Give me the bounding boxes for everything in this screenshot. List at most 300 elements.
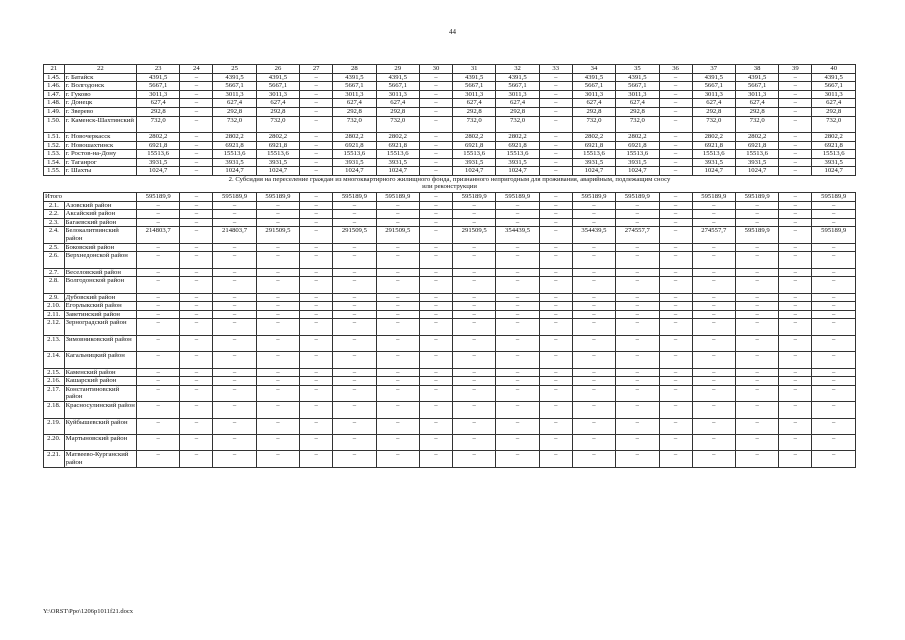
dash-cell: –	[300, 243, 333, 252]
dash-cell: –	[735, 293, 778, 302]
row-name: Кашарский район	[64, 377, 136, 386]
value-cell: 5667,1	[136, 82, 179, 91]
dash-cell: –	[300, 319, 333, 335]
value-cell: 627,4	[452, 99, 495, 108]
dash-cell: –	[539, 243, 572, 252]
value-cell: 3931,5	[256, 158, 299, 167]
dash-cell: –	[452, 302, 495, 311]
value-cell: 291509,5	[376, 227, 419, 243]
dash-cell: –	[735, 201, 778, 210]
dash-cell: –	[616, 302, 659, 311]
value-cell: 732,0	[692, 116, 735, 132]
dash-cell: –	[300, 116, 333, 132]
dash-cell: –	[692, 385, 735, 401]
dash-cell: –	[376, 302, 419, 311]
dash-cell: –	[539, 277, 572, 293]
dash-cell: –	[539, 385, 572, 401]
dash-cell: –	[376, 252, 419, 268]
column-number: 36	[659, 65, 692, 74]
dash-cell: –	[539, 210, 572, 219]
row-name: Каменский район	[64, 368, 136, 377]
dash-cell: –	[376, 451, 419, 467]
dash-cell: –	[735, 302, 778, 311]
value-cell: 2802,2	[692, 132, 735, 141]
dash-cell: –	[572, 201, 615, 210]
dash-cell: –	[779, 335, 812, 351]
dash-cell: –	[659, 319, 692, 335]
column-number: 25	[213, 65, 256, 74]
row-name: Багаевский район	[64, 218, 136, 227]
dash-cell: –	[300, 218, 333, 227]
dash-cell: –	[300, 451, 333, 467]
row-number: 2.1.	[44, 201, 65, 210]
dash-cell: –	[180, 107, 213, 116]
dash-cell: –	[539, 167, 572, 176]
dash-cell: –	[692, 201, 735, 210]
value-cell: 3011,3	[376, 90, 419, 99]
value-cell: 732,0	[376, 116, 419, 132]
dash-cell: –	[659, 418, 692, 434]
value-cell: 3011,3	[452, 90, 495, 99]
dash-cell: –	[300, 227, 333, 243]
dash-cell: –	[779, 402, 812, 418]
column-number: 31	[452, 65, 495, 74]
dash-cell: –	[659, 210, 692, 219]
value-cell: 5667,1	[376, 82, 419, 91]
row-name: г. Батайск	[64, 73, 136, 82]
value-cell: 292,8	[213, 107, 256, 116]
value-cell: 291509,5	[452, 227, 495, 243]
subsidy-table	[43, 64, 856, 468]
dash-cell: –	[779, 293, 812, 302]
dash-cell: –	[616, 451, 659, 467]
dash-cell: –	[539, 402, 572, 418]
value-cell: 292,8	[692, 107, 735, 116]
dash-cell: –	[452, 418, 495, 434]
value-cell: 15513,6	[376, 150, 419, 159]
dash-cell: –	[213, 451, 256, 467]
dash-cell: –	[779, 73, 812, 82]
dash-cell: –	[779, 218, 812, 227]
value-cell: 3931,5	[735, 158, 778, 167]
row-number: 1.45.	[44, 73, 65, 82]
row-name: Белокалитвинский район	[64, 227, 136, 243]
column-number: 32	[496, 65, 539, 74]
dash-cell: –	[419, 227, 452, 243]
dash-cell: –	[180, 385, 213, 401]
dash-cell: –	[180, 90, 213, 99]
value-cell: 732,0	[213, 116, 256, 132]
dash-cell: –	[300, 302, 333, 311]
dash-cell: –	[539, 451, 572, 467]
dash-cell: –	[213, 319, 256, 335]
value-cell: 627,4	[692, 99, 735, 108]
table-row	[44, 218, 856, 227]
dash-cell: –	[136, 310, 179, 319]
column-number: 26	[256, 65, 299, 74]
dash-cell: –	[333, 310, 376, 319]
dash-cell: –	[659, 132, 692, 141]
dash-cell: –	[735, 319, 778, 335]
dash-cell: –	[812, 377, 856, 386]
dash-cell: –	[419, 302, 452, 311]
dash-cell: –	[779, 277, 812, 293]
dash-cell: –	[572, 368, 615, 377]
dash-cell: –	[539, 132, 572, 141]
dash-cell: –	[180, 82, 213, 91]
dash-cell: –	[779, 434, 812, 450]
dash-cell: –	[616, 352, 659, 368]
dash-cell: –	[812, 252, 856, 268]
value-cell: 732,0	[333, 116, 376, 132]
dash-cell: –	[496, 293, 539, 302]
value-cell: 6921,8	[376, 141, 419, 150]
dash-cell: –	[539, 302, 572, 311]
row-name: г. Новочеркасск	[64, 132, 136, 141]
dash-cell: –	[779, 141, 812, 150]
value-cell: 3011,3	[333, 90, 376, 99]
dash-cell: –	[300, 434, 333, 450]
value-cell: 1024,7	[572, 167, 615, 176]
dash-cell: –	[616, 277, 659, 293]
dash-cell: –	[213, 201, 256, 210]
dash-cell: –	[419, 210, 452, 219]
dash-cell: –	[256, 335, 299, 351]
dash-cell: –	[735, 243, 778, 252]
dash-cell: –	[213, 434, 256, 450]
dash-cell: –	[692, 252, 735, 268]
dash-cell: –	[419, 402, 452, 418]
dash-cell: –	[180, 167, 213, 176]
dash-cell: –	[496, 268, 539, 277]
row-name: Дубовский район	[64, 293, 136, 302]
dash-cell: –	[419, 82, 452, 91]
table-row	[44, 210, 856, 219]
dash-cell: –	[136, 252, 179, 268]
dash-cell: –	[539, 158, 572, 167]
dash-cell: –	[213, 252, 256, 268]
dash-cell: –	[572, 451, 615, 467]
dash-cell: –	[616, 335, 659, 351]
value-cell: 3931,5	[333, 158, 376, 167]
dash-cell: –	[659, 302, 692, 311]
dash-cell: –	[539, 368, 572, 377]
dash-cell: –	[376, 277, 419, 293]
value-cell: 595189,9	[812, 227, 856, 243]
dash-cell: –	[452, 268, 495, 277]
dash-cell: –	[419, 99, 452, 108]
dash-cell: –	[180, 158, 213, 167]
dash-cell: –	[419, 434, 452, 450]
value-cell: 3011,3	[692, 90, 735, 99]
dash-cell: –	[539, 434, 572, 450]
table-row	[44, 243, 856, 252]
dash-cell: –	[136, 402, 179, 418]
dash-cell: –	[213, 402, 256, 418]
dash-cell: –	[419, 368, 452, 377]
dash-cell: –	[539, 192, 572, 201]
table-row	[44, 158, 856, 167]
dash-cell: –	[333, 418, 376, 434]
table-row	[44, 310, 856, 319]
dash-cell: –	[256, 302, 299, 311]
dash-cell: –	[452, 402, 495, 418]
dash-cell: –	[419, 385, 452, 401]
dash-cell: –	[735, 252, 778, 268]
dash-cell: –	[136, 243, 179, 252]
dash-cell: –	[256, 252, 299, 268]
table-row	[44, 107, 856, 116]
value-cell: 292,8	[812, 107, 856, 116]
value-cell: 292,8	[376, 107, 419, 116]
dash-cell: –	[735, 218, 778, 227]
table-row	[44, 434, 856, 450]
dash-cell: –	[539, 107, 572, 116]
dash-cell: –	[659, 167, 692, 176]
value-cell: 15513,6	[692, 150, 735, 159]
dash-cell: –	[333, 210, 376, 219]
dash-cell: –	[692, 402, 735, 418]
table-row	[44, 201, 856, 210]
row-name: г. Зверево	[64, 107, 136, 116]
column-number: 38	[735, 65, 778, 74]
dash-cell: –	[300, 368, 333, 377]
row-number: 1.51.	[44, 132, 65, 141]
dash-cell: –	[539, 293, 572, 302]
dash-cell: –	[180, 150, 213, 159]
dash-cell: –	[452, 451, 495, 467]
dash-cell: –	[539, 335, 572, 351]
value-cell: 595189,9	[136, 192, 179, 201]
dash-cell: –	[539, 82, 572, 91]
dash-cell: –	[779, 252, 812, 268]
row-name: г. Ростов-на-Дону	[64, 150, 136, 159]
row-name: Зерноградский район	[64, 319, 136, 335]
dash-cell: –	[419, 335, 452, 351]
dash-cell: –	[452, 218, 495, 227]
dash-cell: –	[692, 210, 735, 219]
dash-cell: –	[376, 335, 419, 351]
value-cell: 1024,7	[692, 167, 735, 176]
dash-cell: –	[256, 277, 299, 293]
dash-cell: –	[692, 293, 735, 302]
dash-cell: –	[692, 377, 735, 386]
dash-cell: –	[539, 141, 572, 150]
dash-cell: –	[496, 335, 539, 351]
dash-cell: –	[376, 402, 419, 418]
value-cell: 6921,8	[616, 141, 659, 150]
dash-cell: –	[812, 319, 856, 335]
dash-cell: –	[659, 73, 692, 82]
dash-cell: –	[136, 210, 179, 219]
dash-cell: –	[333, 402, 376, 418]
dash-cell: –	[812, 451, 856, 467]
dash-cell: –	[779, 210, 812, 219]
dash-cell: –	[256, 310, 299, 319]
row-name: Зимовниковский район	[64, 335, 136, 351]
value-cell: 2802,2	[812, 132, 856, 141]
dash-cell: –	[376, 377, 419, 386]
column-number: 39	[779, 65, 812, 74]
dash-cell: –	[180, 302, 213, 311]
dash-cell: –	[812, 302, 856, 311]
value-cell: 292,8	[735, 107, 778, 116]
dash-cell: –	[180, 116, 213, 132]
table-row	[44, 268, 856, 277]
table-row	[44, 293, 856, 302]
dash-cell: –	[779, 377, 812, 386]
dash-cell: –	[779, 302, 812, 311]
row-number: 2.5.	[44, 243, 65, 252]
dash-cell: –	[136, 335, 179, 351]
value-cell: 2802,2	[376, 132, 419, 141]
column-number: 30	[419, 65, 452, 74]
dash-cell: –	[616, 377, 659, 386]
dash-cell: –	[692, 418, 735, 434]
dash-cell: –	[659, 252, 692, 268]
dash-cell: –	[572, 402, 615, 418]
value-cell: 6921,8	[256, 141, 299, 150]
value-cell: 1024,7	[256, 167, 299, 176]
value-cell: 595189,9	[735, 227, 778, 243]
dash-cell: –	[256, 218, 299, 227]
dash-cell: –	[300, 385, 333, 401]
dash-cell: –	[136, 201, 179, 210]
value-cell: 15513,6	[496, 150, 539, 159]
dash-cell: –	[136, 418, 179, 434]
value-cell: 15513,6	[735, 150, 778, 159]
dash-cell: –	[300, 158, 333, 167]
dash-cell: –	[659, 293, 692, 302]
dash-cell: –	[735, 277, 778, 293]
dash-cell: –	[616, 252, 659, 268]
dash-cell: –	[333, 434, 376, 450]
dash-cell: –	[419, 167, 452, 176]
value-cell: 1024,7	[213, 167, 256, 176]
column-number: 23	[136, 65, 179, 74]
value-cell: 4391,5	[333, 73, 376, 82]
dash-cell: –	[136, 218, 179, 227]
value-cell: 1024,7	[333, 167, 376, 176]
dash-cell: –	[659, 116, 692, 132]
value-cell: 4391,5	[692, 73, 735, 82]
dash-cell: –	[213, 210, 256, 219]
dash-cell: –	[256, 201, 299, 210]
row-number: 2.20.	[44, 434, 65, 450]
dash-cell: –	[735, 434, 778, 450]
section-title: 2. Субсидия на переселение граждан из многоквартирного жилищного фонда, признанного непригодным для проживания, аварийным, подлежащим сносу или реконструкции	[44, 175, 856, 192]
dash-cell: –	[779, 201, 812, 210]
table-row	[44, 73, 856, 82]
dash-cell: –	[812, 402, 856, 418]
dash-cell: –	[300, 277, 333, 293]
value-cell: 2802,2	[256, 132, 299, 141]
table-row	[44, 116, 856, 132]
row-number: 2.3.	[44, 218, 65, 227]
row-name: г. Донецк	[64, 99, 136, 108]
row-number: 2.2.	[44, 210, 65, 219]
dash-cell: –	[419, 352, 452, 368]
value-cell: 627,4	[735, 99, 778, 108]
dash-cell: –	[136, 352, 179, 368]
dash-cell: –	[539, 99, 572, 108]
dash-cell: –	[213, 302, 256, 311]
dash-cell: –	[659, 192, 692, 201]
dash-cell: –	[496, 201, 539, 210]
dash-cell: –	[572, 377, 615, 386]
dash-cell: –	[779, 82, 812, 91]
value-cell: 3011,3	[572, 90, 615, 99]
dash-cell: –	[539, 352, 572, 368]
dash-cell: –	[812, 268, 856, 277]
dash-cell: –	[692, 302, 735, 311]
row-number: 1.55.	[44, 167, 65, 176]
dash-cell: –	[180, 434, 213, 450]
dash-cell: –	[659, 434, 692, 450]
dash-cell: –	[376, 368, 419, 377]
dash-cell: –	[256, 210, 299, 219]
dash-cell: –	[300, 252, 333, 268]
row-number: 2.13.	[44, 335, 65, 351]
dash-cell: –	[779, 167, 812, 176]
dash-cell: –	[616, 368, 659, 377]
dash-cell: –	[136, 434, 179, 450]
dash-cell: –	[779, 99, 812, 108]
value-cell: 354439,5	[572, 227, 615, 243]
value-cell: 1024,7	[616, 167, 659, 176]
row-number: 2.6.	[44, 252, 65, 268]
dash-cell: –	[333, 252, 376, 268]
row-number: 2.21.	[44, 451, 65, 467]
value-cell: 6921,8	[496, 141, 539, 150]
dash-cell: –	[572, 243, 615, 252]
dash-cell: –	[779, 268, 812, 277]
dash-cell: –	[300, 90, 333, 99]
row-number: 2.9.	[44, 293, 65, 302]
dash-cell: –	[735, 335, 778, 351]
dash-cell: –	[180, 99, 213, 108]
dash-cell: –	[136, 385, 179, 401]
value-cell: 595189,9	[256, 192, 299, 201]
dash-cell: –	[692, 243, 735, 252]
row-name: Верхнедонской район	[64, 252, 136, 268]
dash-cell: –	[659, 268, 692, 277]
dash-cell: –	[616, 319, 659, 335]
row-number: 2.10.	[44, 302, 65, 311]
row-name: Кагальницкий район	[64, 352, 136, 368]
dash-cell: –	[419, 107, 452, 116]
dash-cell: –	[376, 310, 419, 319]
value-cell: 1024,7	[735, 167, 778, 176]
dash-cell: –	[452, 385, 495, 401]
dash-cell: –	[779, 227, 812, 243]
value-cell: 1024,7	[376, 167, 419, 176]
value-cell: 15513,6	[136, 150, 179, 159]
dash-cell: –	[213, 293, 256, 302]
dash-cell: –	[659, 201, 692, 210]
total-label: Итого	[44, 192, 137, 201]
dash-cell: –	[572, 293, 615, 302]
dash-cell: –	[779, 368, 812, 377]
dash-cell: –	[376, 293, 419, 302]
value-cell: 15513,6	[572, 150, 615, 159]
dash-cell: –	[779, 418, 812, 434]
dash-cell: –	[256, 368, 299, 377]
value-cell: 1024,7	[452, 167, 495, 176]
value-cell: 732,0	[572, 116, 615, 132]
dash-cell: –	[213, 368, 256, 377]
row-number: 2.17.	[44, 385, 65, 401]
